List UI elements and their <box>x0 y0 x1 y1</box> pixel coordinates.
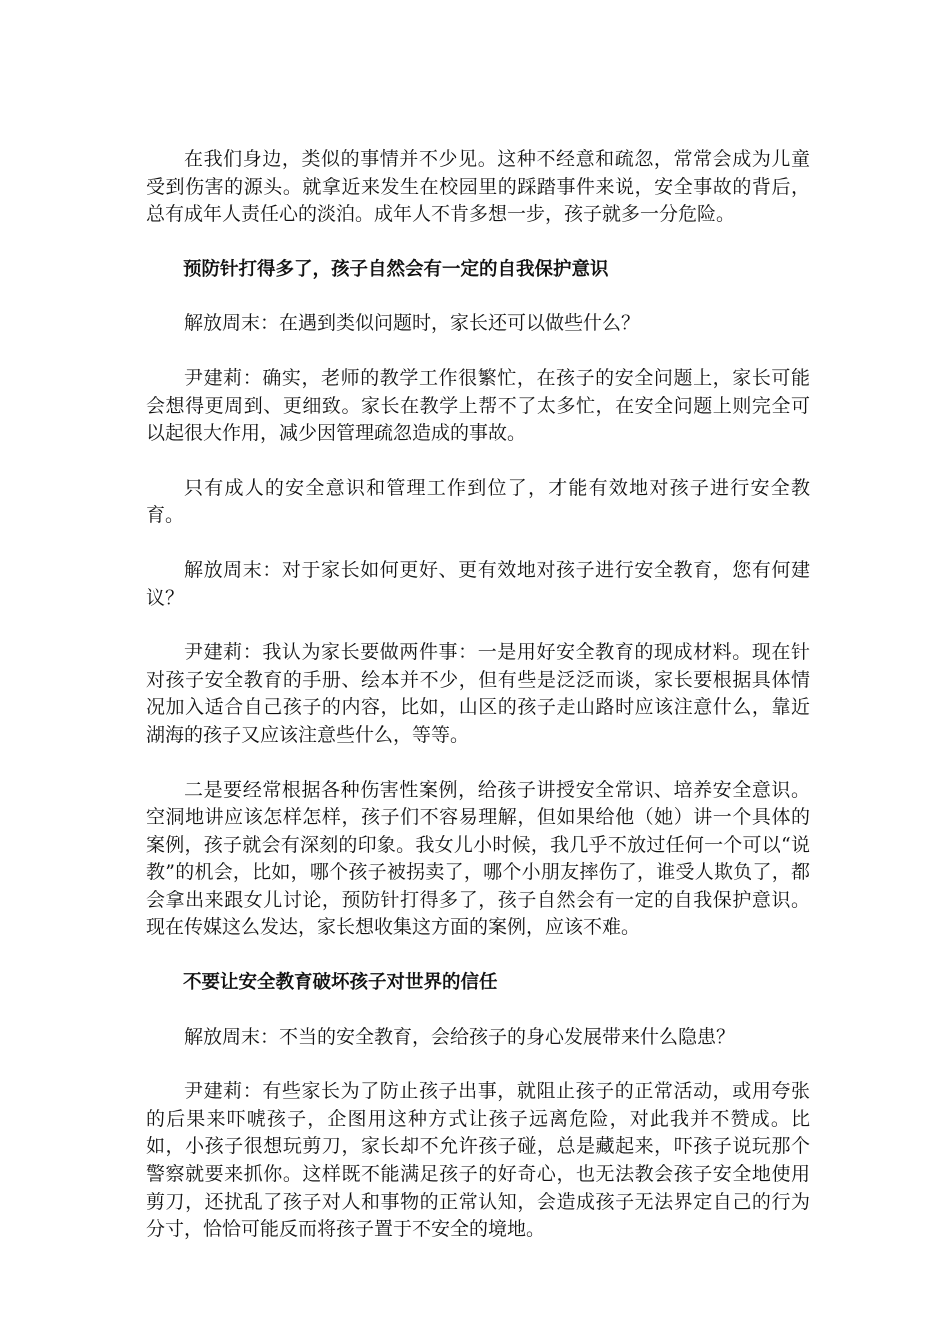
paragraph: 二是要经常根据各种伤害性案例，给孩子讲授安全常识、培养安全意识。空洞地讲应该怎样怎样，孩子们不容易理解，但如果给他（她）讲一个具体的案例，孩子就会有深刻的印象。我女儿小时候，我几乎不放过任何一个可以“说教”的机会，比如，哪个孩子被拐卖了，哪个小朋友摔伤了，谁受人欺负了，都会拿出来跟女儿讨论，预防针打得多了，孩子自然会有一定的自我保护意识。现在传媒这么发达，家长想收集这方面的案例，应该不难。 <box>146 778 810 939</box>
section-heading: 不要让安全教育破坏孩子对世界的信任 <box>183 972 498 994</box>
document-page <box>146 146 810 1271</box>
paragraph: 解放周末：在遇到类似问题时，家长还可以做些什么？ <box>184 312 641 335</box>
section-heading: 预防针打得多了，孩子自然会有一定的自我保护意识 <box>183 258 609 280</box>
paragraph: 尹建莉：有些家长为了防止孩子出事，就阻止孩子的正常活动，或用夸张的后果来吓唬孩子，企图用这种方式让孩子远离危险，对此我并不赞成。比如，小孩子很想玩剪刀，家长却不允许孩子碰，总是藏起来，吓孩子说玩那个警察就要来抓你。这样既不能满足孩子的好奇心，也无法教会孩子安全地使用剪刀，还扰乱了孩子对人和事物的正常认知，会造成孩子无法界定自己的行为分寸，恰恰可能反而将孩子置于不安全的境地。 <box>146 1080 810 1241</box>
paragraph: 解放周末：不当的安全教育，会给孩子的身心发展带来什么隐患？ <box>184 1025 736 1048</box>
paragraph: 在我们身边，类似的事情并不少见。这种不经意和疏忽，常常会成为儿童受到伤害的源头。就拿近来发生在校园里的踩踏事件来说，安全事故的背后，总有成年人责任心的淡泊。成年人不肯多想一步，孩子就多一分危险。 <box>146 148 810 226</box>
paragraph: 只有成人的安全意识和管理工作到位了，才能有效地对孩子进行安全教育。 <box>146 476 810 527</box>
paragraph: 解放周末：对于家长如何更好、更有效地对孩子进行安全教育，您有何建议？ <box>146 558 810 609</box>
paragraph: 尹建莉：确实，老师的教学工作很繁忙，在孩子的安全问题上，家长可能会想得更周到、更细致。家长在教学上帮不了太多忙，在安全问题上则完全可以起很大作用，减少因管理疏忽造成的事故。 <box>146 366 810 445</box>
paragraph: 尹建莉：我认为家长要做两件事：一是用好安全教育的现成材料。现在针对孩子安全教育的手册、绘本并不少，但有些是泛泛而谈，家长要根据具体情况加入适合自己孩子的内容，比如，山区的孩子走山路时应该注意什么，靠近湖海的孩子又应该注意些什么，等等。 <box>146 641 810 746</box>
